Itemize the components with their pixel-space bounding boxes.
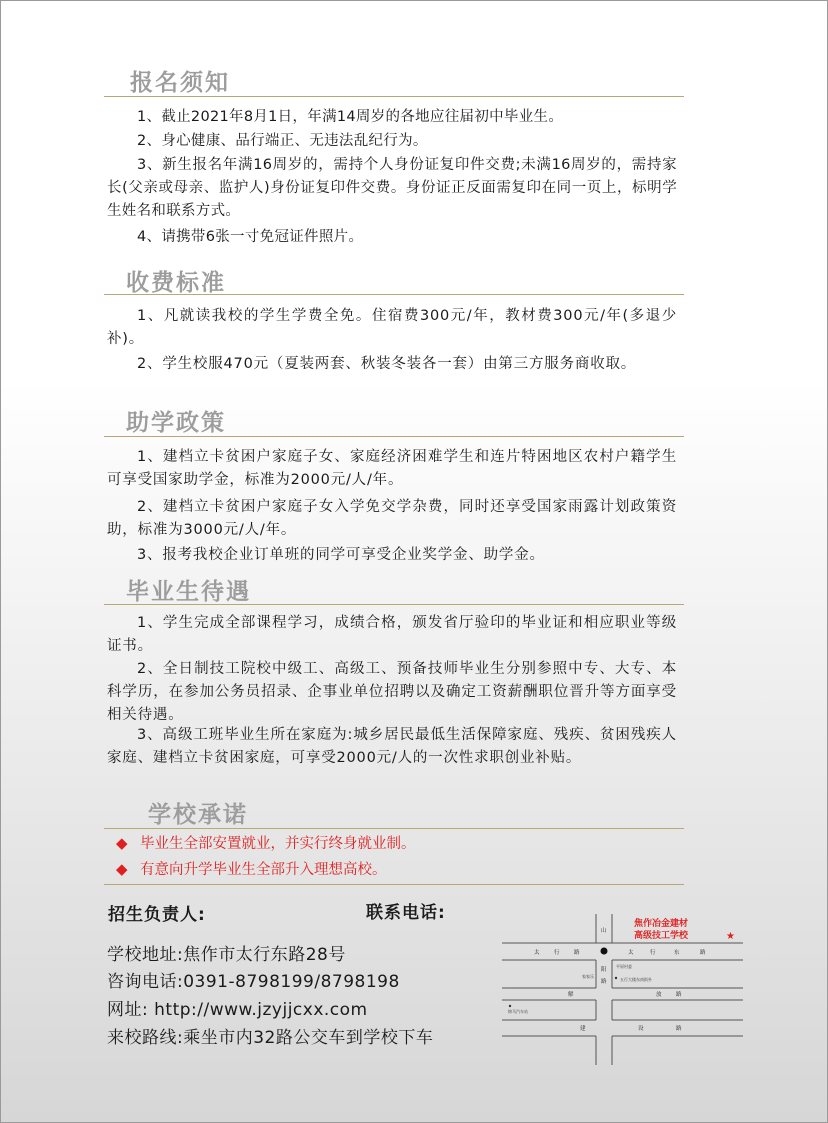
section-title-graduates: 毕业生待遇 [126,579,251,605]
map-school-name: 焦作冶金建材 [634,918,689,928]
map-small-label: 锦马汽车站 [508,1009,528,1014]
registration-item: 4、请携带6张一寸免冠证件照片。 [137,229,364,245]
map-road-label: 路 [676,992,682,998]
graduates-item: 3、高级工班毕业生所在家庭为:城乡居民最低生活保障家庭、残疾、贫困残疾人家庭、建档立卡贫困家庭，可享受2000元/人的一次性求职创业补贴。 [107,727,677,766]
contact-person-label: 招生负责人: [108,905,206,925]
aid-item: 1、建档立卡贫困户家庭子女、家庭经济困难学生和连片特困地区农村户籍学生可享受国家助学金，标准为2000元/人/年。 [107,449,677,488]
map-road-label: 解 [568,992,574,998]
promise-item [116,833,416,854]
map-road-label: 路 [601,979,607,985]
map-road-label: 行 [650,950,656,956]
aid-item: 3、报考我校企业订单班的同学可享受企业奖学金、助学金。 [137,547,545,563]
section-rule [104,436,684,437]
section-rule [104,96,684,97]
graduates-item: 1、学生完成全部课程学习，成绩合格，颁发省厅验印的毕业证和相应职业等级证书。 [107,615,677,654]
map-road-label: 建 [580,1026,586,1032]
contact-phone-label: 联系电话: [366,903,446,923]
landmark-dot-icon [601,948,608,955]
section-title-fees: 收费标准 [126,270,226,296]
promise-item [116,859,387,880]
map-road-label: 路 [574,950,580,956]
promise-text: 毕业生全部安置就业，并实行终身就业制。 [140,836,416,852]
location-map [498,910,758,1070]
map-road-label: 阳 [601,967,607,973]
map-road-label: 路 [700,950,706,956]
map-road-label: 路 [676,1026,682,1032]
section-rule [104,828,684,829]
star-icon: ★ [726,931,735,942]
section-title-registration: 报名须知 [130,70,230,96]
registration-item: 2、身心健康、品行端正、无违法乱纪行为。 [137,133,428,149]
map-road-label: 放 [656,992,662,998]
consult-phone: 咨询电话:0391-8798199/8798198 [107,972,400,992]
section-rule [104,294,684,295]
registration-item: 1、截止2021年8月1日，年满14周岁的各地应往届初中毕业生。 [137,109,564,125]
map-road-label: 设 [638,1026,644,1032]
map-small-label: 家家乐 [582,974,594,979]
section-title-aid: 助学政策 [126,410,226,436]
school-address: 学校地址:焦作市太行东路28号 [107,945,346,965]
fees-item: 2、学生校服470元（夏装两套、秋装冬装各一套）由第三方服务商收取。 [137,356,637,372]
map-school-name: 高级技工学校 [634,930,689,940]
promise-text: 有意向升学毕业生全部升入理想高校。 [140,862,387,878]
section-rule [104,884,684,885]
section-rule [104,604,684,605]
route-info: 来校路线:乘坐市内32路公交车到学校下车 [107,1028,434,1048]
map-road-label: 太 [628,950,634,956]
aid-item: 2、建档立卡贫困户家庭子女入学免交学杂费，同时还享受国家雨露计划政策资助，标准为3000元/人/年。 [107,499,677,538]
section-title-promise: 学校承诺 [148,802,248,828]
registration-item: 3、新生报名年满16周岁的，需持个人身份证复印件交费;未满16周岁的，需持家长(父亲或母亲、监护人)身份证复印件交费。身份证正反面需复印在同一页上，标明学生姓名和联系方式。 [107,157,677,219]
map-road-label: 东 [674,950,680,956]
diamond-bullet-icon: ◆ [116,860,128,878]
map-small-label: 平原村委 [616,964,632,969]
website-link[interactable]: 网址: http://www.jzyjjcxx.com [107,1000,368,1020]
diamond-bullet-icon: ◆ [116,834,128,852]
graduates-item: 2、全日制技工院校中级工、高级工、预备技师毕业生分别参照中专、大专、本科学历，在参加公务员招录、企事业单位招聘以及确定工资薪酬职位晋升等方面享受相关待遇。 [107,661,677,723]
map-small-label: 五行大楼东南街外 [620,977,652,982]
map-road-label: 山 [601,928,607,934]
fees-item: 1、凡就读我校的学生学费全免。住宿费300元/年，教材费300元/年(多退少补)。 [107,308,677,347]
map-road-label: 行 [554,950,560,956]
map-road-label: 太 [534,950,540,956]
